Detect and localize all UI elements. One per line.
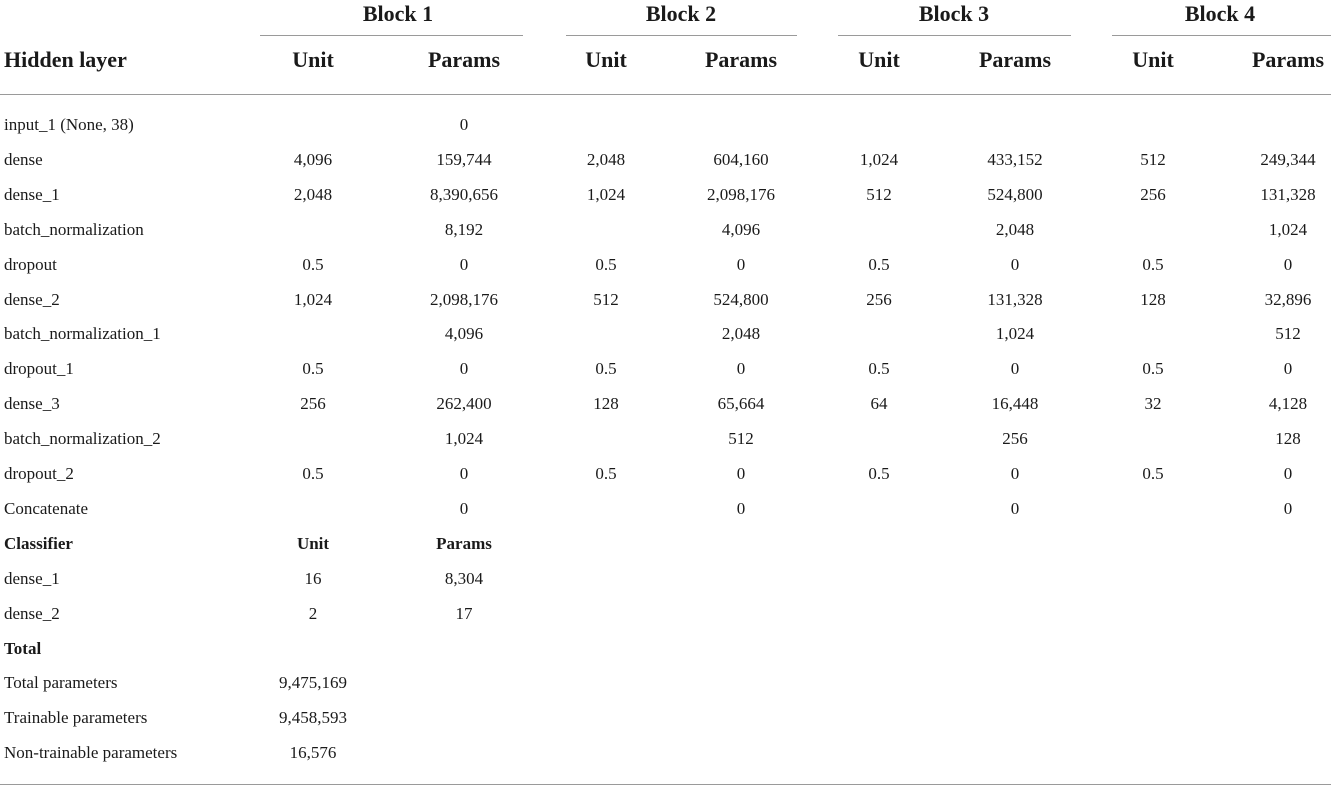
row-label: Concatenate xyxy=(4,498,89,518)
table-cell: 0 xyxy=(1010,498,1020,518)
table-cell: 0.5 xyxy=(868,359,890,379)
table-cell: 0 xyxy=(459,254,469,274)
table-cell: 1,024 xyxy=(293,289,333,309)
table-cell: 512 xyxy=(593,289,619,309)
table-cell: 0.5 xyxy=(595,359,617,379)
table-cell: 524,800 xyxy=(713,289,769,309)
block-1-header: Block 1 xyxy=(362,1,434,26)
table-cell: 512 xyxy=(728,429,754,449)
table-cell: 16 xyxy=(304,568,322,588)
table-cell: 2,048 xyxy=(293,184,333,204)
row-label: dropout_2 xyxy=(4,464,74,483)
table-cell: 2,098,176 xyxy=(430,289,498,309)
table-cell: 0.5 xyxy=(1142,254,1164,274)
table-cell: 0 xyxy=(1010,359,1020,379)
block-2-header: Block 2 xyxy=(645,1,717,26)
table-cell: 32 xyxy=(1144,394,1162,414)
block-4-params-header: Params xyxy=(1251,47,1325,72)
table-row xyxy=(0,288,1331,323)
table-row xyxy=(0,148,1331,183)
table-cell: 2,048 xyxy=(586,149,626,169)
row-label: Total parameters xyxy=(4,673,118,693)
row-label: dropout_1 xyxy=(4,359,74,379)
table-cell: 0.5 xyxy=(1142,359,1164,379)
table-cell: 159,744 xyxy=(436,149,492,169)
table-cell: 0 xyxy=(736,464,746,483)
row-label: Non-trainable parameters xyxy=(4,743,178,763)
table-cell: 512 xyxy=(866,184,892,204)
table-cell: 128 xyxy=(593,394,619,414)
row-label: dense_1 xyxy=(4,184,60,204)
table-row xyxy=(0,218,1331,253)
row-label: dense xyxy=(4,149,43,169)
table-cell: Params xyxy=(436,533,492,553)
table-cell: 249,344 xyxy=(1260,149,1316,169)
table-cell: 16,448 xyxy=(991,394,1039,414)
row-label: input_1 (None, 38) xyxy=(4,115,134,134)
block-3-header: Block 3 xyxy=(918,1,990,26)
row-label: batch_normalization xyxy=(4,219,144,239)
row-label: dense_3 xyxy=(4,394,60,414)
table-cell: 0 xyxy=(459,498,469,518)
table-row xyxy=(0,253,1331,288)
table-row xyxy=(0,427,1331,462)
table-cell: 0 xyxy=(736,254,746,274)
table-cell: Unit xyxy=(296,533,330,553)
table-cell: 64 xyxy=(870,394,888,414)
table-cell: 9,458,593 xyxy=(279,708,347,728)
table-row xyxy=(0,637,1331,672)
table-cell: 131,328 xyxy=(1260,184,1316,204)
block-2-unit-header: Unit xyxy=(585,47,627,72)
table-cell: 8,304 xyxy=(444,568,484,588)
block-1-rule xyxy=(260,35,523,36)
table-cell: 4,096 xyxy=(293,149,333,169)
table-cell: 0.5 xyxy=(1142,464,1164,483)
block-4-rule xyxy=(1112,35,1331,36)
block-3-params-header: Params xyxy=(978,47,1052,72)
table-cell: 524,800 xyxy=(987,184,1043,204)
table-cell: 0.5 xyxy=(595,254,617,274)
table-row xyxy=(0,113,1331,148)
hidden-layer-header: Hidden layer xyxy=(4,47,127,72)
table-cell: 32,896 xyxy=(1264,289,1312,309)
table-cell: 9,475,169 xyxy=(279,673,347,693)
table-cell: 1,024 xyxy=(995,324,1035,344)
table-row xyxy=(0,357,1331,392)
table-cell: 0 xyxy=(1283,254,1293,274)
row-label: Trainable parameters xyxy=(4,708,148,728)
block-4-unit-header: Unit xyxy=(1132,47,1174,72)
row-label: batch_normalization_1 xyxy=(4,324,161,344)
table-row xyxy=(0,532,1331,567)
row-label: dropout xyxy=(4,254,57,274)
table-row xyxy=(0,671,1331,706)
table-cell: 0 xyxy=(1010,254,1020,274)
table-cell: 0.5 xyxy=(868,254,890,274)
table-cell: 2 xyxy=(308,603,318,623)
table-cell: 0.5 xyxy=(302,359,324,379)
row-label: batch_normalization_2 xyxy=(4,429,161,449)
block-1-params-header: Params xyxy=(427,47,501,72)
row-label: Total xyxy=(4,638,42,658)
table-cell: 512 xyxy=(1140,149,1166,169)
block-1-unit-header: Unit xyxy=(292,47,334,72)
table-cell: 8,390,656 xyxy=(430,184,498,204)
table-row xyxy=(0,567,1331,602)
table-bottom-rule xyxy=(0,784,1331,785)
block-2-rule xyxy=(566,35,797,36)
table-cell: 0 xyxy=(1283,464,1293,483)
table-cell: 4,096 xyxy=(444,324,484,344)
table-row xyxy=(0,462,1331,497)
table-cell: 16,576 xyxy=(289,743,337,763)
table-cell: 262,400 xyxy=(436,394,492,414)
table-cell: 1,024 xyxy=(859,149,899,169)
table-cell: 0 xyxy=(459,359,469,379)
table-cell: 256 xyxy=(300,394,326,414)
table-cell: 2,048 xyxy=(721,324,761,344)
table-cell: 0.5 xyxy=(595,464,617,483)
table-cell: 1,024 xyxy=(444,429,484,449)
table-cell: 8,192 xyxy=(444,219,484,239)
block-4-header: Block 4 xyxy=(1184,1,1256,26)
table-cell: 256 xyxy=(1140,184,1166,204)
table-row xyxy=(0,183,1331,218)
table-cell: 0 xyxy=(1283,359,1293,379)
table-cell: 4,128 xyxy=(1268,394,1308,414)
table-cell: 604,160 xyxy=(713,149,769,169)
table-cell: 0 xyxy=(459,464,469,483)
block-3-rule xyxy=(838,35,1071,36)
table-cell: 0.5 xyxy=(302,464,324,483)
table-cell: 0.5 xyxy=(868,464,890,483)
header-bottom-rule xyxy=(0,94,1331,95)
table-cell: 256 xyxy=(866,289,892,309)
table-cell: 256 xyxy=(1002,429,1028,449)
table-cell: 65,664 xyxy=(717,394,765,414)
table-cell: 1,024 xyxy=(1268,219,1308,239)
table-cell: 512 xyxy=(1275,324,1301,344)
table-cell: 17 xyxy=(455,603,473,623)
table-cell: 131,328 xyxy=(987,289,1043,309)
table-cell: 0 xyxy=(736,359,746,379)
block-3-unit-header: Unit xyxy=(858,47,900,72)
row-label: Classifier xyxy=(4,533,73,553)
table-cell: 0 xyxy=(1010,464,1020,483)
table-cell: 2,048 xyxy=(995,219,1035,239)
table-cell: 0.5 xyxy=(302,254,324,274)
table-cell: 128 xyxy=(1275,429,1301,449)
table-row xyxy=(0,741,1331,776)
table-cell: 433,152 xyxy=(987,149,1043,169)
table-row xyxy=(0,392,1331,427)
table-cell: 0 xyxy=(459,115,469,134)
table-row xyxy=(0,322,1331,357)
table-row xyxy=(0,706,1331,741)
block-2-params-header: Params xyxy=(704,47,778,72)
row-label: dense_2 xyxy=(4,603,60,623)
table-cell: 1,024 xyxy=(586,184,626,204)
table-row xyxy=(0,497,1331,532)
table-cell: 2,098,176 xyxy=(707,184,775,204)
row-label: dense_1 xyxy=(4,568,60,588)
row-label: dense_2 xyxy=(4,289,60,309)
table-cell: 128 xyxy=(1140,289,1166,309)
table-row xyxy=(0,602,1331,637)
table-cell: 0 xyxy=(736,498,746,518)
table-cell: 4,096 xyxy=(721,219,761,239)
table-cell: 0 xyxy=(1283,498,1293,518)
